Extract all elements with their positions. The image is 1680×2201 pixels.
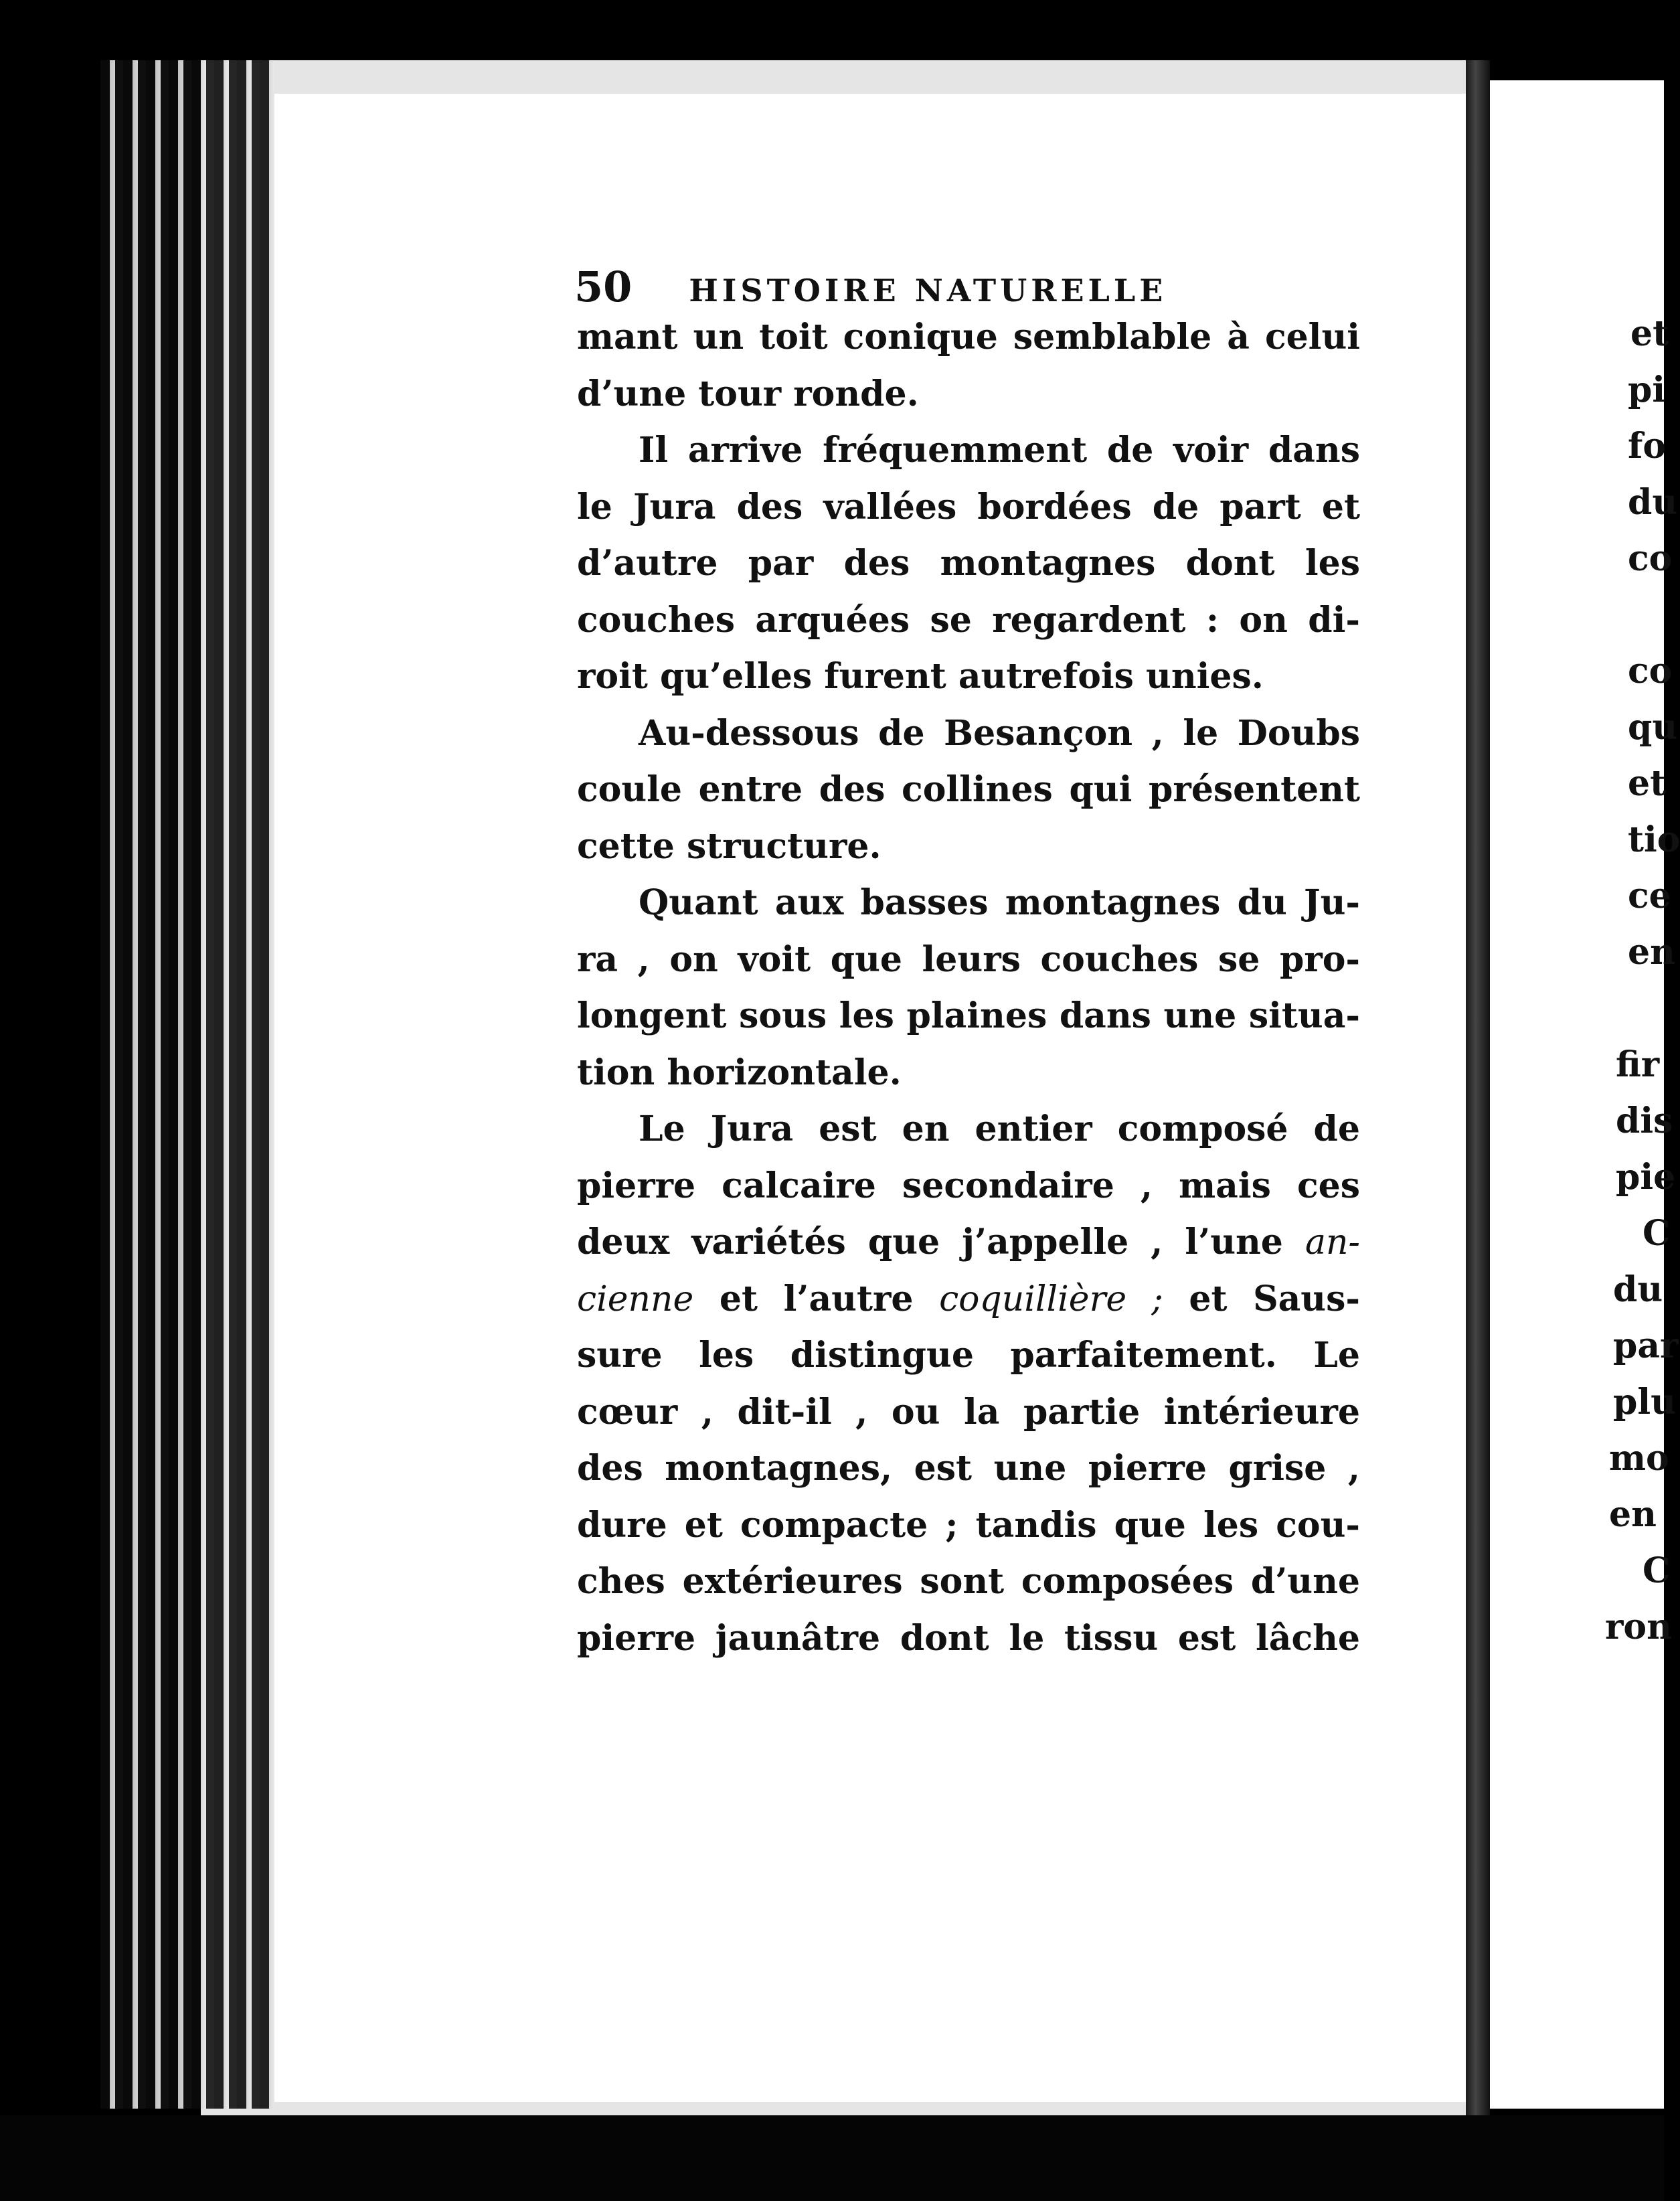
facing-line: pie xyxy=(1616,1157,1676,1198)
facing-line: par xyxy=(1613,1325,1679,1366)
book-gutter xyxy=(1466,60,1490,2135)
facing-line: en xyxy=(1628,932,1675,973)
facing-line: fo xyxy=(1628,426,1667,467)
page-body-text xyxy=(577,309,1360,1667)
text-line: ches extérieures sont composées d’une xyxy=(577,1561,1360,1602)
facing-line: du xyxy=(1628,482,1678,523)
facing-line: qu xyxy=(1628,707,1678,748)
facing-line: du xyxy=(1613,1269,1663,1310)
scanner-background xyxy=(0,2115,1664,2201)
text-line: sure les distingue parfaitement. Le xyxy=(577,1335,1360,1376)
text-line: pierre jaunâtre dont le tissu est lâche xyxy=(577,1617,1360,1659)
facing-line: mo xyxy=(1609,1438,1669,1479)
text-line xyxy=(577,1214,1360,1271)
facing-line: ce xyxy=(1628,876,1671,916)
facing-line: dis xyxy=(1616,1100,1673,1141)
facing-line: fir xyxy=(1616,1044,1660,1085)
facing-line: pi xyxy=(1628,370,1666,410)
text-segment: et Saus- xyxy=(1163,1278,1360,1319)
facing-line: plu xyxy=(1613,1382,1676,1422)
facing-line: C xyxy=(1643,1213,1671,1254)
facing-line: co xyxy=(1628,651,1673,691)
italic-segment: coquillière ; xyxy=(939,1279,1163,1319)
text-line: roit qu’elles furent autrefois unies. xyxy=(577,656,1264,697)
text-line: Le Jura est en entier composé de xyxy=(639,1109,1360,1149)
running-head xyxy=(574,262,1217,309)
text-line: couches arquées se regardent : on di- xyxy=(577,599,1360,641)
text-line: d’autre par des montagnes dont les xyxy=(577,543,1360,584)
text-line: le Jura des vallées bordées de part et xyxy=(577,486,1360,527)
text-line: Au-dessous de Besançon , le Doubs xyxy=(639,712,1360,754)
text-line: Il arrive fréquemment de voir dans xyxy=(639,430,1360,471)
text-segment: deux variétés que j’appelle , l’une xyxy=(577,1222,1305,1262)
facing-line: C xyxy=(1643,1550,1671,1591)
text-line: des montagnes, est une pierre grise , xyxy=(577,1448,1360,1489)
facing-line: tio xyxy=(1628,819,1680,860)
facing-line: ron xyxy=(1605,1607,1672,1647)
page-edges xyxy=(100,60,274,2109)
text-line: tion horizontale. xyxy=(577,1052,902,1093)
text-line: pierre calcaire secondaire , mais ces xyxy=(577,1165,1360,1206)
text-line xyxy=(577,1271,1360,1328)
page-number: 50 xyxy=(574,262,633,311)
text-line: longent sous les plaines dans une situa- xyxy=(577,995,1360,1036)
facing-line: et xyxy=(1630,313,1669,354)
text-line: dure et compacte ; tandis que les cou- xyxy=(577,1504,1360,1546)
facing-line: en xyxy=(1609,1494,1657,1535)
running-title: HISTOIRE NATURELLE xyxy=(689,272,1167,309)
text-line: ra , on voit que leurs couches se pro- xyxy=(577,939,1360,980)
facing-line: co xyxy=(1628,538,1673,579)
facing-line: et xyxy=(1628,763,1667,804)
text-line: d’une tour ronde. xyxy=(577,373,919,414)
italic-segment: an- xyxy=(1305,1222,1360,1262)
text-line: cette structure. xyxy=(577,825,881,867)
text-line: mant un toit conique semblable à celui xyxy=(577,317,1360,357)
text-line: Quant aux basses montagnes du Ju- xyxy=(639,882,1360,923)
italic-segment: cienne xyxy=(577,1279,694,1319)
text-line: cœur , dit-il , ou la partie intérieure xyxy=(577,1391,1360,1433)
text-line: coule entre des collines qui présentent xyxy=(577,769,1360,810)
text-segment: et l’autre xyxy=(693,1278,940,1319)
